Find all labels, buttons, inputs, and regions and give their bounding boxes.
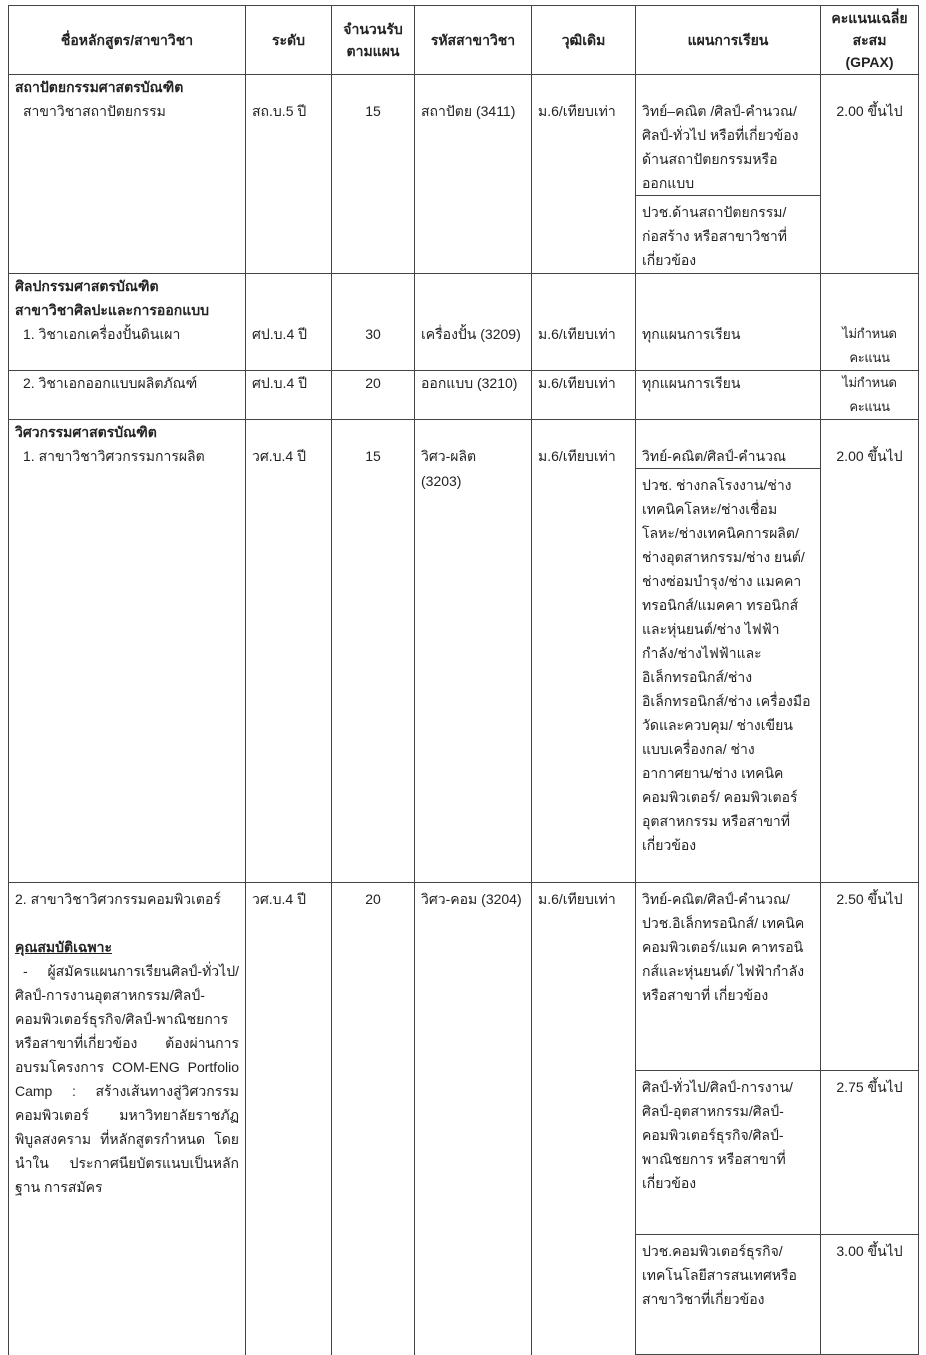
table-row <box>9 322 919 371</box>
qualification-cell: ม.6/เทียบเท่า <box>532 444 636 469</box>
header-row <box>9 6 919 75</box>
gpax-cell: 2.00 ขึ้นไป <box>821 444 919 469</box>
admission-table <box>8 5 919 1355</box>
special-qualification-heading: คุณสมบัติเฉพาะ <box>15 939 113 955</box>
table-row <box>9 274 919 299</box>
quota-cell: 20 <box>332 883 415 1355</box>
plan-cell: วิทย์-คณิต/ศิลป์-คำนวณ <box>636 444 821 469</box>
gpax-cell: ไม่กำหนดคะแนน <box>821 322 919 371</box>
header-qualification: วุฒิเดิม <box>532 6 636 75</box>
plan-cell: ปวช. ช่างกลโรงงาน/ช่าง เทคนิคโลหะ/ช่างเชื่อม โลหะ/ช่างเทคนิคการผลิต/ ช่างอุตสาหกรรม/ช่าง ยนต์/ช่างซ่อมบำรุง/ช่าง แมคคาทรอนิกส์/แมคคา ทรอนิกส์และหุ่นยนต์/ช่าง ไฟฟ้ากำลัง/ช่างไฟฟ้าและ อิเล็กทรอนิกส์/ช่าง อิเล็กทรอนิกส์/ช่าง เครื่องมือวัดและควบคุม/ ช่างเขียนแบบเครื่องกล/ ช่างอากาศยาน/ช่าง เทคนิคคอมพิวเตอร์/ คอมพิวเตอร์อุตสาหกรรม หรือสาขาที่เกี่ยวข้อง <box>636 469 821 883</box>
table-row <box>9 298 919 322</box>
code-cell: วิศว-คอม (3204) <box>415 883 532 1355</box>
gpax-cell: ไม่กำหนดคะแนน <box>821 371 919 420</box>
table-row <box>9 444 919 469</box>
header-study-plan: แผนการเรียน <box>636 6 821 75</box>
level-cell: สถ.บ.5 ปี <box>246 99 332 196</box>
plan-cell: ปวช.ด้านสถาปัตยกรรม/ ก่อสร้าง หรือสาขาวิชาที่ เกี่ยวข้อง <box>636 196 821 274</box>
table-row <box>9 420 919 445</box>
program-name-cell <box>9 883 246 1355</box>
header-quota: จำนวนรับ ตามแผน <box>332 6 415 75</box>
code-cell: ออกแบบ (3210) <box>415 371 532 420</box>
table-row <box>9 883 919 1071</box>
table-row <box>9 371 919 420</box>
table-row <box>9 196 919 274</box>
qualification-cell: ม.6/เทียบเท่า <box>532 883 636 1355</box>
quota-cell: 15 <box>332 444 415 469</box>
plan-cell: วิทย์–คณิต /ศิลป์-คำนวณ/ ศิลป์-ทั่วไป หรือที่เกี่ยวข้อง ด้านสถาปัตยกรรมหรือ ออกแบบ <box>636 99 821 196</box>
header-program: ชื่อหลักสูตร/สาขาวิชา <box>9 6 246 75</box>
code-cell: วิศว-ผลิต <box>415 444 532 469</box>
qualification-cell: ม.6/เทียบเท่า <box>532 322 636 371</box>
gpax-cell: 3.00 ขึ้นไป <box>821 1235 919 1355</box>
plan-cell: ปวช.คอมพิวเตอร์ธุรกิจ/ เทคโนโลยีสารสนเทศหรือ สาขาวิชาที่เกี่ยวข้อง <box>636 1235 821 1355</box>
major-architecture: สาขาวิชาสถาปัตยกรรม <box>9 99 246 196</box>
quota-cell: 15 <box>332 99 415 196</box>
header-code: รหัสสาขาวิชา <box>415 6 532 75</box>
faculty-engineering: วิศวกรรมศาสตรบัณฑิต <box>9 420 246 445</box>
level-cell: วศ.บ.4 ปี <box>246 444 332 469</box>
qualification-cell: ม.6/เทียบเท่า <box>532 99 636 196</box>
qualification-cell: ม.6/เทียบเท่า <box>532 371 636 420</box>
code-cell: (3203) <box>415 469 532 883</box>
header-gpax: คะแนนเฉลี่ย สะสม (GPAX) <box>821 6 919 75</box>
program-name-cell: 2. วิชาเอกออกแบบผลิตภัณฑ์ <box>9 371 246 420</box>
plan-cell: ศิลป์-ทั่วไป/ศิลป์-การงาน/ ศิลป์-อุตสาหกรรม/ศิลป์- คอมพิวเตอร์ธุรกิจ/ศิลป์- พาณิชยการ หรือสาขาที่ เกี่ยวข้อง <box>636 1071 821 1235</box>
quota-cell: 20 <box>332 371 415 420</box>
major-fine-arts: สาขาวิชาศิลปะและการออกแบบ <box>9 298 246 322</box>
level-cell: ศป.บ.4 ปี <box>246 371 332 420</box>
gpax-cell: 2.50 ขึ้นไป <box>821 883 919 1071</box>
plan-cell: วิทย์-คณิต/ศิลป์-คำนวณ/ ปวช.อิเล็กทรอนิกส์/ เทคนิคคอมพิวเตอร์/แมค คาทรอนิกส์และหุ่นยนต์/ ไฟฟ้ากำลังหรือสาขาที่ เกี่ยวข้อง <box>636 883 821 1071</box>
level-cell: วศ.บ.4 ปี <box>246 883 332 1355</box>
level-cell: ศป.บ.4 ปี <box>246 322 332 371</box>
table-row <box>9 469 919 883</box>
code-cell: เครื่องปั้น (3209) <box>415 322 532 371</box>
table-row <box>9 75 919 100</box>
code-cell: สถาปัตย (3411) <box>415 99 532 196</box>
gpax-cell: 2.00 ขึ้นไป <box>821 99 919 196</box>
gpax-cell: 2.75 ขึ้นไป <box>821 1071 919 1235</box>
faculty-architecture: สถาปัตยกรรมศาสตรบัณฑิต <box>9 75 246 100</box>
program-name-cell: 1. วิชาเอกเครื่องปั้นดินเผา <box>9 322 246 371</box>
plan-cell: ทุกแผนการเรียน <box>636 322 821 371</box>
table-row <box>9 99 919 196</box>
faculty-fine-arts: ศิลปกรรมศาสตรบัณฑิต <box>9 274 246 299</box>
quota-cell: 30 <box>332 322 415 371</box>
program-name-cell: 1. สาขาวิชาวิศวกรรมการผลิต <box>9 444 246 469</box>
header-level: ระดับ <box>246 6 332 75</box>
special-qualification-text: - ผู้สมัครแผนการเรียนศิลป์-ทั่วไป/ศิลป์-การงานอุตสาหกรรม/ศิลป์-คอมพิวเตอร์ธุรกิจ/ศิลป์-พาณิชยการ หรือสาขาที่เกี่ยวข้อง ต้องผ่านการอบรมโครงการ COM-ENG Portfolio Camp : สร้างเส้นทางสู่วิศวกรรมคอมพิวเตอร์ มหาวิทยาลัยราชภัฏพิบูลสงคราม ที่หลักสูตรกำหนด โดยนำใน ประกาศนียบัตรแนบเป็นหลักฐาน การสมัคร <box>15 963 239 1195</box>
plan-cell: ทุกแผนการเรียน <box>636 371 821 420</box>
computer-eng-name: 2. สาขาวิชาวิศวกรรมคอมพิวเตอร์ <box>15 891 221 907</box>
